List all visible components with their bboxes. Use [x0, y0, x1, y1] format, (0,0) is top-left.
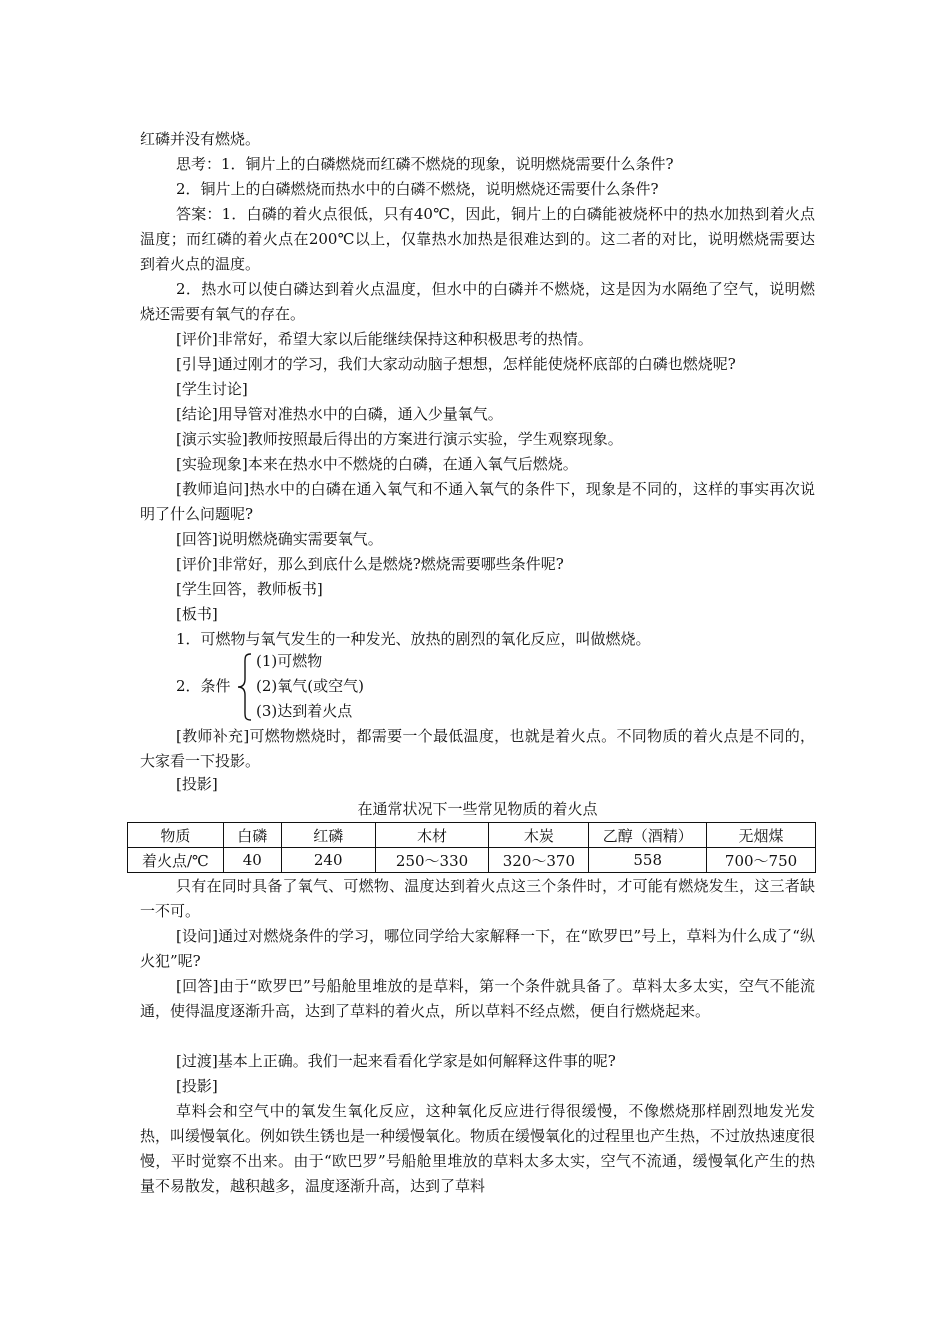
paragraph-19: [投影]	[176, 775, 218, 793]
paragraph-15: [学生回答，教师板书]	[176, 580, 323, 598]
conditions-label: 2．条件	[176, 677, 231, 695]
table-header-cell: 木炭	[489, 823, 589, 848]
paragraph-10: [演示实验]教师按照最后得出的方案进行演示实验，学生观察现象。	[176, 430, 623, 448]
table-header-cell: 白磷	[223, 823, 281, 848]
paragraph-5: 2．热水可以使白磷达到着火点温度，但水中的白磷并不燃烧，这是因为水隔绝了空气，说明燃烧还需要有氧气的存在。	[140, 280, 815, 323]
table-row	[128, 848, 816, 873]
paragraph-17: 1．可燃物与氧气发生的一种发光、放热的剧烈的氧化反应，叫做燃烧。	[176, 630, 651, 648]
table-cell: 40	[223, 848, 281, 873]
paragraph-22: [回答]由于“欧罗巴”号船舱里堆放的是草料，第一个条件就具备了。草料太多太实，空气不能流通，使得温度逐渐升高，达到了草料的着火点，所以草料不经点燃，便自行燃烧起来。	[140, 977, 815, 1020]
left-brace-icon	[236, 652, 254, 722]
table-title: 在通常状况下一些常见物质的着火点	[357, 800, 598, 818]
paragraph-11: [实验现象]本来在热水中不燃烧的白磷，在通入氧气后燃烧。	[176, 455, 578, 473]
paragraph-16: [板书]	[176, 605, 218, 623]
paragraph-12: [教师追问]热水中的白磷在通入氧气和不通入氧气的条件下，现象是不同的，这样的事实再次说明了什么问题呢?	[140, 480, 815, 523]
paragraph-20: 只有在同时具备了氧气、可燃物、温度达到着火点这三个条件时，才可能有燃烧发生，这三者缺一不可。	[140, 877, 815, 920]
table-cell: 着火点/℃	[128, 848, 224, 873]
paragraph-21: [设问]通过对燃烧条件的学习，哪位同学给大家解释一下，在“欧罗巴”号上，草料为什么成了“纵火犯”呢?	[140, 927, 815, 970]
table-cell: 250～330	[375, 848, 489, 873]
paragraph-25: 草料会和空气中的氧发生氧化反应，这种氧化反应进行得很缓慢，不像燃烧那样剧烈地发光发热，叫缓慢氧化。例如铁生锈也是一种缓慢氧化。物质在缓慢氧化的过程里也产生热，不过放热速度很慢，平时觉察不出来。由于“欧巴罗”号船舱里堆放的草料太多太实，空气不流通，缓慢氧化产生的热量不易散发，越积越多，温度逐渐升高，达到了草料	[140, 1102, 816, 1195]
condition-item-3: (3)达到着火点	[256, 702, 353, 720]
paragraph-6: [评价]非常好，希望大家以后能继续保持这种积极思考的热情。	[176, 330, 593, 348]
table-header-cell: 无烟煤	[707, 823, 816, 848]
table-cell: 320～370	[489, 848, 589, 873]
paragraph-7: [引导]通过刚才的学习，我们大家动动脑子想想，怎样能使烧杯底部的白磷也燃烧呢?	[176, 355, 736, 373]
paragraph-24: [投影]	[176, 1077, 218, 1095]
table-header-cell: 红磷	[281, 823, 375, 848]
table-cell: 240	[281, 848, 375, 873]
paragraph-9: [结论]用导管对准热水中的白磷，通入少量氧气。	[176, 405, 503, 423]
table-header-cell: 物质	[128, 823, 224, 848]
condition-item-1: (1)可燃物	[256, 652, 323, 670]
table-header-cell: 乙醇（酒精）	[589, 823, 707, 848]
table-header-cell: 木材	[375, 823, 489, 848]
paragraph-4: 答案：1．白磷的着火点很低，只有40℃，因此，铜片上的白磷能被烧杯中的热水加热到着火点温度；而红磷的着火点在200℃以上，仅靠热水加热是很难达到的。这二者的对比，说明燃烧需要达到着火点的温度。	[140, 205, 815, 273]
condition-item-2: (2)氧气(或空气)	[256, 677, 364, 695]
paragraph-2: 思考：1．铜片上的白磷燃烧而红磷不燃烧的现象，说明燃烧需要什么条件?	[176, 155, 674, 173]
paragraph-13: [回答]说明燃烧确实需要氧气。	[176, 530, 383, 548]
table-cell: 558	[589, 848, 707, 873]
ignition-point-table	[127, 822, 816, 873]
table-cell: 700～750	[707, 848, 816, 873]
paragraph-14: [评价]非常好，那么到底什么是燃烧?燃烧需要哪些条件呢?	[176, 555, 564, 573]
paragraph-23: [过渡]基本上正确。我们一起来看看化学家是如何解释这件事的呢?	[176, 1052, 616, 1070]
paragraph-3: 2．铜片上的白磷燃烧而热水中的白磷不燃烧，说明燃烧还需要什么条件?	[176, 180, 659, 198]
table-header-row	[128, 823, 816, 848]
paragraph-8: [学生讨论]	[176, 380, 248, 398]
paragraph-18: [教师补充]可燃物燃烧时，都需要一个最低温度，也就是着火点。不同物质的着火点是不同的，大家看一下投影。	[140, 727, 815, 770]
paragraph-1: 红磷并没有燃烧。	[140, 130, 261, 148]
